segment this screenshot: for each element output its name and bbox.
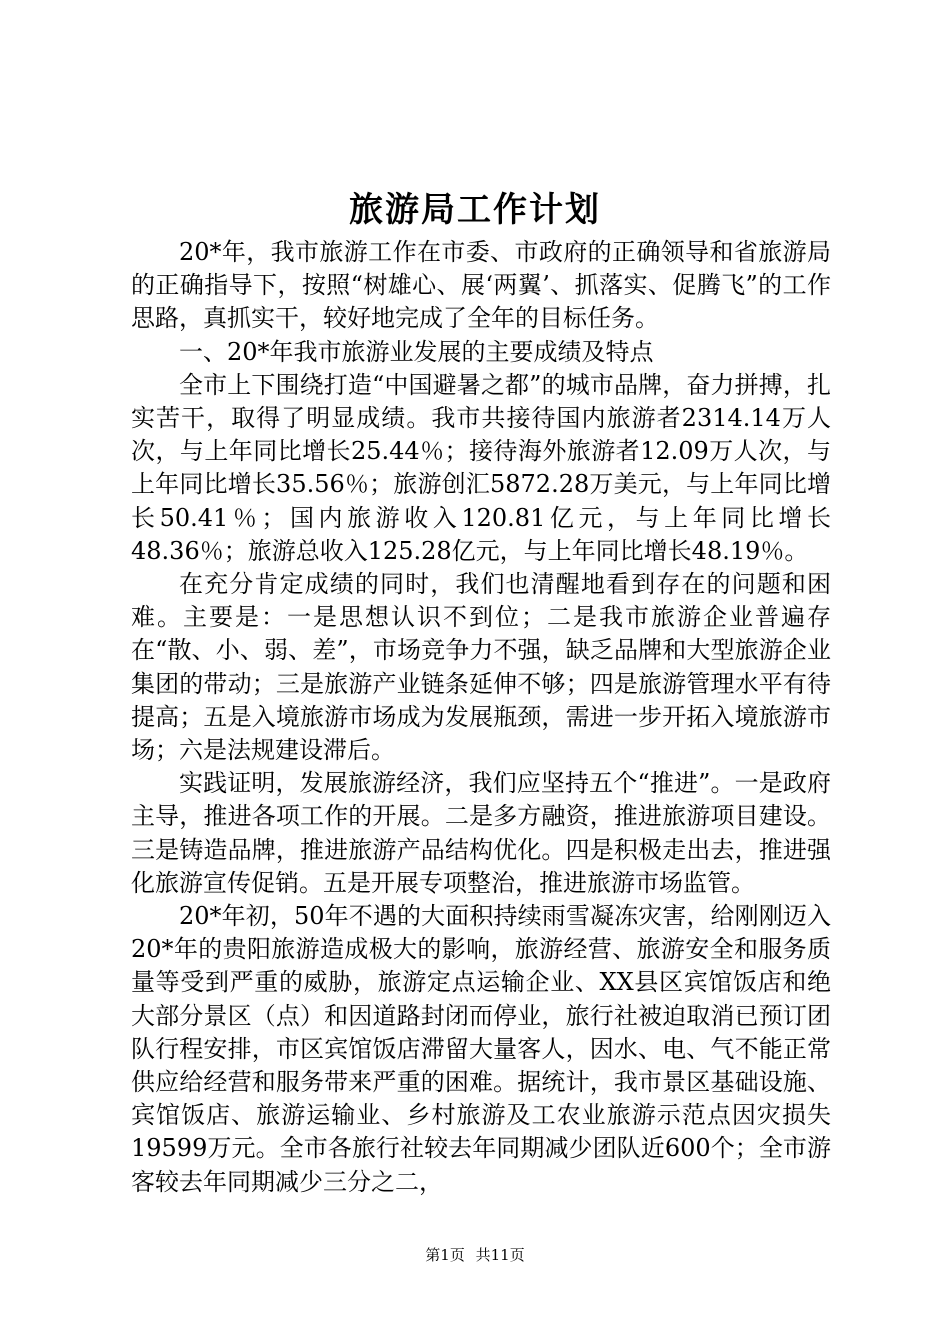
paragraph-problems: 在充分肯定成绩的同时，我们也清醒地看到存在的问题和困难。主要是：一是思想认识不到位；二是我市旅游企业普遍存在“散、小、弱、差”，市场竞争力不强，缺乏品牌和大型旅游企业集团的带动；三是旅游产业链条延伸不够；四是旅游管理水平有待提高；五是入境旅游市场成为发展瓶颈，需进一步开拓入境旅游市场；六是法规建设滞后。 [131, 570, 831, 765]
page-total: 共11页 [475, 1246, 525, 1264]
paragraph-intro: 20*年，我市旅游工作在市委、市政府的正确领导和省旅游局的正确指导下，按照“树雄心、展‘两翼’、抓落实、促腾飞”的工作思路，真抓实干，较好地完成了全年的目标任务。 [131, 238, 831, 333]
paragraph-achievements: 全市上下围绕打造“中国避暑之都”的城市品牌，奋力拼搏，扎实苦干，取得了明显成绩。我市共接待国内旅游者2314.14万人次，与上年同比增长25.44％；接待海外旅游者12.09万人次，与上年同比增长35.56％；旅游创汇5872.28万美元，与上年同比增长50.41％；国内旅游收入120.81亿元，与上年同比增长48.36％；旅游总收入125.28亿元，与上年同比增长48.19％。 [131, 370, 831, 565]
page-number: 第1页 [425, 1246, 465, 1264]
paragraph-five-pushes: 实践证明，发展旅游经济，我们应坚持五个“推进”。一是政府主导，推进各项工作的开展。二是多方融资，推进旅游项目建设。三是铸造品牌，推进旅游产品结构优化。四是积极走出去，推进强化旅游宣传促销。五是开展专项整治，推进旅游市场监管。 [131, 769, 831, 897]
section-heading-1: 一、20*年我市旅游业发展的主要成绩及特点 [179, 337, 654, 366]
document-title: 旅游局工作计划 [349, 190, 601, 230]
document-body [131, 236, 831, 1199]
paragraph-disaster: 20*年初，50年不遇的大面积持续雨雪凝冻灾害，给刚刚迈入20*年的贵阳旅游造成极大的影响，旅游经营、旅游安全和服务质量等受到严重的威胁，旅游定点运输企业、XX县区宾馆饭店和绝大部分景区（点）和因道路封闭而停业，旅行社被迫取消已预订团队行程安排，市区宾馆饭店滞留大量客人，因水、电、气不能正常供应给经营和服务带来严重的困难。据统计，我市景区基础设施、宾馆饭店、旅游运输业、乡村旅游及工农业旅游示范点因灾损失19599万元。全市各旅行社较去年同期减少团队近600个；全市游客较去年同期减少三分之二， [131, 902, 831, 1196]
page-footer [0, 1245, 950, 1265]
